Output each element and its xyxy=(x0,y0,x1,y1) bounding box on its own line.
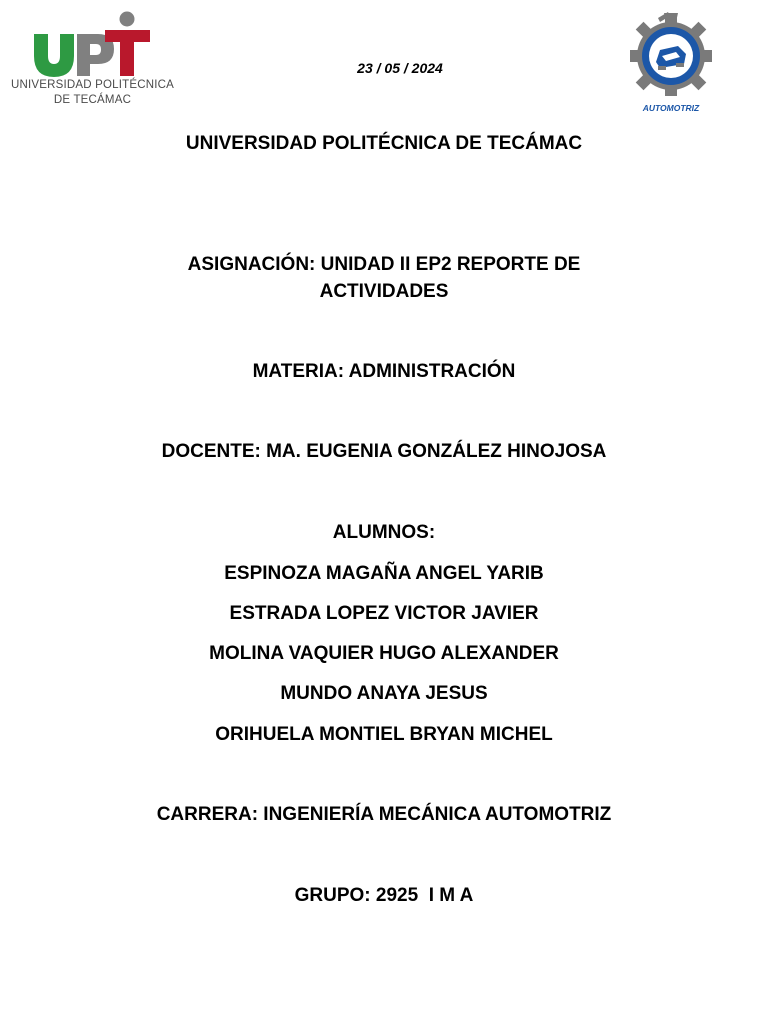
student-name: ESTRADA LOPEZ VICTOR JAVIER xyxy=(229,603,539,624)
student-name: MOLINA VAQUIER HUGO ALEXANDER xyxy=(209,643,559,664)
university-title: UNIVERSIDAD POLITÉCNICA DE TECÁMAC xyxy=(185,133,583,154)
assignment-line1: ASIGNACIÓN: UNIDAD II EP2 REPORTE DE xyxy=(187,254,581,275)
automotriz-logo xyxy=(626,10,716,116)
upt-logo-graphic xyxy=(10,10,175,80)
automotriz-caption: AUTOMOTRIZ xyxy=(642,103,700,113)
students-heading: ALUMNOS: xyxy=(332,522,436,543)
career-line: CARRERA: INGENIERÍA MECÁNICA AUTOMOTRIZ xyxy=(156,804,612,825)
gear-emblem-icon xyxy=(626,10,716,102)
group-line: GRUPO: 2925 I M A xyxy=(294,885,474,906)
upt-name-line2: DE TECÁMAC xyxy=(53,94,132,106)
student-name: ESPINOZA MAGAÑA ANGEL YARIB xyxy=(224,563,544,584)
student-name: MUNDO ANAYA JESUS xyxy=(280,683,488,704)
upt-logo xyxy=(10,10,175,110)
upt-name-line1: UNIVERSIDAD POLITÉCNICA xyxy=(10,79,175,91)
teacher-line: DOCENTE: MA. EUGENIA GONZÁLEZ HINOJOSA xyxy=(161,441,607,462)
subject-line: MATERIA: ADMINISTRACIÓN xyxy=(252,361,516,382)
document-date: 23 / 05 / 2024 xyxy=(357,60,443,76)
student-name: ORIHUELA MONTIEL BRYAN MICHEL xyxy=(215,724,553,745)
assignment-line2: ACTIVIDADES xyxy=(319,281,449,302)
